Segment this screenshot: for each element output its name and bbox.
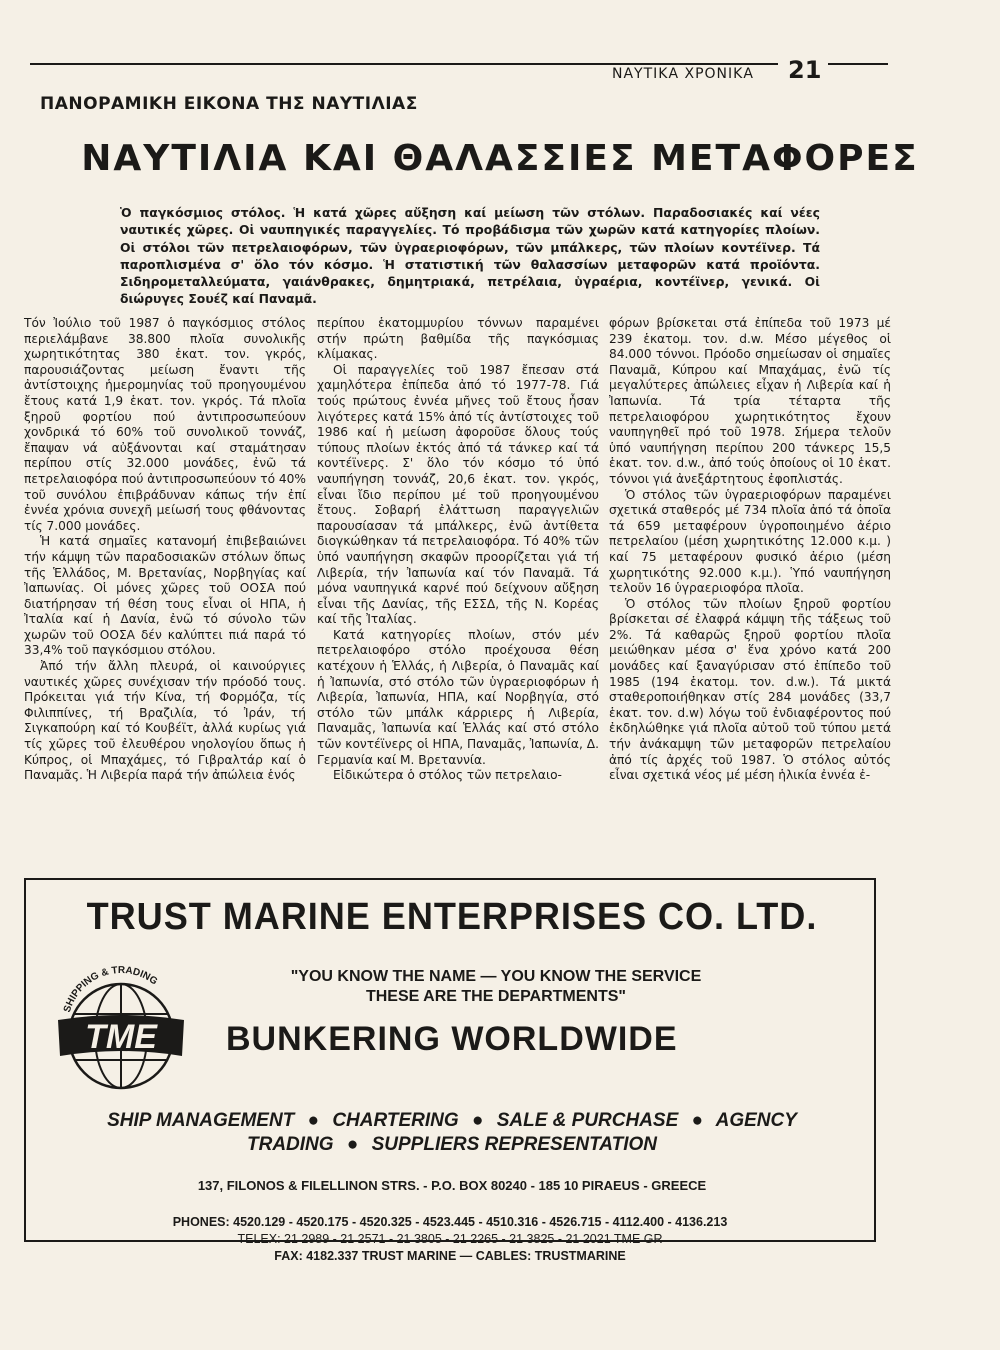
paragraph: φόρων βρίσκεται στά ἐπίπεδα τοῦ 1973 μέ 239 ἑκατομ. τον. d.w. Μέσο μέγεθος οἱ 84.000 τόννοι. Πρόοδο σημείωσαν οἱ σημαῖες Παναμᾶ, Κύπρου καί Μπαχάμας, ἐνῶ τίς μεγαλύτερες ἀπώλειες εἶχαν ἡ Λιβερία καί ἡ Ἰαπωνία. Τά τρία τέταρτα τῆς πετρελαιοφόρου χωρητικότητος ἔχουν ναυπηγηθεῖ πρό τοῦ 1978. Σήμερα τελοῦν ὑπό ναυπήγηση περίπου 200 τάνκερς 15,5 ἑκατ. τον. d.w., ἀπό τούς ὁποίους οἱ 10 ἑκατ. τόννοι γιά ἀνεξάρτητους ἐφοπλιστάς.	[609, 316, 891, 486]
header-rule-right	[828, 63, 888, 65]
paragraph: Κατά κατηγορίες πλοίων, στόν μέν πετρελαιοφόρο στόλο προέχουσα θέση κατέχουν ἡ Ἑλλάς, ἡ Λιβερία, ὁ Παναμᾶς καί ἡ Ἰαπωνία, στό στόλο τῶν ὑγραεριοφόρων ἡ Λιβερία, Ἰαπωνία, ΗΠΑ, καί Νορβηγία, στό στόλο τῶν μπάλκ κάρριερς ἡ Λιβερία, Παναμᾶς, Ἰαπωνία καί Ἑλλάς καί στό στόλο τῶν κοντέϊνερς οἱ ΗΠΑ, Παναμᾶς, Ἰαπωνία, Δ. Γερμανία καί Μ. Βρεταννία.	[317, 627, 599, 767]
magazine-name: ΝΑΥΤΙΚΑ ΧΡΟΝΙΚΑ	[612, 66, 754, 82]
header-rule-left	[30, 63, 778, 65]
ad-company-name: TRUST MARINE ENTERPRISES CO. LTD.	[86, 896, 818, 938]
article-column-1	[24, 316, 306, 784]
ad-fax: FAX: 4182.337 TRUST MARINE — CABLES: TRUSTMARINE	[274, 1249, 626, 1263]
paragraph: Ἡ κατά σημαῖες κατανομή ἐπιβεβαιώνει τήν κάμψη τῶν παραδοσιακῶν στόλων ὅπως τῆς Ἑλλάδος, Μ. Βρετανίας, Νορβηγίας καί Ἰαπωνίας. Οἱ μόνες χῶρες τοῦ ΟΟΣΑ πού διατήρησαν τή θέση τους εἶναι οἱ ΗΠΑ, ἡ Ἰταλία καί ἡ Δανία, ἐνῶ τό σύνολο τῶν χωρῶν τοῦ ΟΟΣΑ δέν καλύπτει πιά παρά τό 33,4% τοῦ παγκόσμιου στόλου.	[24, 534, 306, 658]
page-number: 21	[788, 56, 822, 84]
service-item: SHIP MANAGEMENT	[107, 1110, 295, 1131]
service-item: SUPPLIERS REPRESENTATION	[371, 1134, 657, 1155]
article-column-3	[609, 316, 891, 784]
tme-ring-text: SHIPPING & TRADING	[61, 964, 160, 1014]
ad-phones: PHONES: 4520.129 - 4520.175 - 4520.325 - 4523.445 - 4510.316 - 4526.715 - 4112.400 - 4136.213	[172, 1215, 728, 1229]
paragraph: Ἀπό τήν ἄλλη πλευρά, οἱ καινούργιες ναυτικές χῶρες συνέχισαν τήν πρόοδό τους. Πρόκειται γιά τήν Κίνα, τή Φορμόζα, τίς Φιλιππίνες, τή Βραζιλία, τό Ἰράν, τή Σιγκαπούρη καί τό Κουβέϊτ, ἀλλά κυρίως γιά τίς χῶρες τοῦ ἐλευθέρου νηολογίου ὅπως ἡ Κύπρος, οἱ Μπαχάμες, τό Γιβραλτάρ καί ὁ Παναμᾶς. Ἡ Λιβερία παρά τήν ἀπώλεια ἑνός	[24, 659, 306, 783]
ad-slogan-line-1: "YOU KNOW THE NAME — YOU KNOW THE SERVICE	[290, 968, 702, 985]
service-item: SALE & PURCHASE	[496, 1110, 679, 1131]
bullet-icon: ●	[307, 1110, 320, 1131]
tme-logo-text: TME	[85, 1018, 157, 1056]
bullet-icon: ●	[691, 1110, 704, 1131]
ad-address: 137, FILONOS & FILELLINON STRS. - P.O. BOX 80240 - 185 10 PIRAEUS - GREECE	[197, 1178, 707, 1193]
ad-contact-area	[24, 878, 876, 1338]
paragraph: Ὁ στόλος τῶν πλοίων ξηροῦ φορτίου βρίσκεται σέ ἐλαφρά κάμψη τῆς τάξεως τοῦ 2%. Τά καθαρῶς ξηροῦ φορτίου πλοῖα μειώθηκαν μέσα σ' ἕνα χρόνο κατά 200 μονάδες καί ξαναγύρισαν στό ἐπίπεδο τοῦ 1985 (194 ἑκατομ. τον. d.w.). Τά μικτά σταθεροποιήθηκαν στίς 284 μονάδες (33,7 ἑκατ. τον. d.w) λόγω τοῦ ἐνδιαφέροντος πού ἐκδηλώθηκε γιά πλοῖα αὐτοῦ τοῦ τύπου μετά τήν ἀνάκαμψη τῶν μεταφορῶν πετρελαίου ἀπό τίς ἀρχές τοῦ 1987. Ὁ στόλος αὐτός εἶναι σχετικά νέος μέ μέση ἡλικία ἐννέα ἐ-	[609, 596, 891, 783]
paragraph: Ὁ στόλος τῶν ὑγραεριοφόρων παραμένει σχετικά σταθερός μέ 734 πλοῖα ἀπό τά ὁποῖα τά 659 μεταφέρουν ὑγροποιημένο ἀέριο πετρελαίου (μέση χωρητικότης 12.000 κ.μ. ) καί 75 μεταφέρουν φυσικό ἀέριο (μέση χωρητικότης 92.000 κ.μ.). Ὑπό ναυπήγηση τελοῦν 16 ὑγραεριοφόρα πλοῖα.	[609, 487, 891, 596]
bullet-icon: ●	[471, 1110, 484, 1131]
bullet-icon: ●	[346, 1134, 359, 1155]
ad-telex: TELEX: 21 2989 - 21 2571 - 21 3805 - 21 2265 - 21 3825 - 21 2021 TME GR	[237, 1232, 663, 1246]
ad-headline: BUNKERING WORLDWIDE	[226, 1020, 678, 1058]
article-summary: Ὁ παγκόσμιος στόλος. Ἡ κατά χῶρες αὔξηση καί μείωση τῶν στόλων. Παραδοσιακές καί νέες ναυτικές χῶρες. Οἱ ναυπηγικές παραγγελίες. Τό προβάδισμα τῶν χωρῶν κατά κατηγορίες πλοίων. Οἱ στόλοι τῶν πετρελαιοφόρων, τῶν ὑγραεριοφόρων, τῶν μπάλκερς, τῶν πλοίων κοντέϊνερ. Τά παροπλισμένα σ' ὅλο τόν κόσμο. Ἡ στατιστική τῶν θαλασσίων μεταφορῶν κατά προϊόντα. Σιδηρομεταλλεύματα, γαιάνθρακες, δημητριακά, πετρέλαια, ὑγραέρια, κοντέϊνερ, γενικά. Οἱ διώρυγες Σουέζ καί Παναμᾶ.	[120, 205, 820, 307]
article-title: ΝΑΥΤΙΛΙΑ ΚΑΙ ΘΑΛΑΣΣΙΕΣ ΜΕΤΑΦΟΡΕΣ	[81, 138, 919, 179]
service-item: TRADING	[247, 1134, 334, 1155]
paragraph: Τόν Ἰούλιο τοῦ 1987 ὁ παγκόσμιος στόλος περιελάμβανε 38.800 πλοῖα συνολικῆς χωρητικότητας 380 ἑκατ. τον. γκρός, παρουσιάζοντας μείωση ἔναντι τῆς ἀντίστοιχης ἡμερομηνίας τοῦ προηγουμένου ἔτους κατά 1,9 ἑκατ. τον. γκρός. Τά πλοῖα ξηροῦ φορτίου πού ἀντιπροσωπεύουν χονδρικά τό 60% τοῦ συνολικοῦ τοννάζ, ἔπαψαν νά αὐξάνονται καί σταμάτησαν περίπου στίς 32.000 μονάδες, ἐνῶ τά πετρελαιοφόρα πού ἀντιπροσωπεύουν τό 40% τοῦ συνόλου ἐπιβράδυναν κάπως τήν ἐπί ἐννέα χρόνια συνεχῆ μείωσή τους φθάνοντας τίς 7.000 μονάδες.	[24, 316, 306, 533]
article-column-2	[317, 316, 599, 784]
section-title: ΠΑΝΟΡΑΜΙΚΗ ΕΙΚΟΝΑ ΤΗΣ ΝΑΥΤΙΛΙΑΣ	[40, 94, 418, 114]
paragraph: Οἱ παραγγελίες τοῦ 1987 ἔπεσαν στά χαμηλότερα ἐπίπεδα ἀπό τό 1977-78. Γιά τούς πρώτους ἐννέα μῆνες τοῦ ἔτους ἦσαν λιγότερες κατά 15% ἀπό τίς ἀντίστοιχες τοῦ 1986 καί ἡ μείωση ἀφοροῦσε ὅλους τούς τύπους πλοίων ἐκτός ἀπό τά τάνκερ καί τά κοντέϊνερς. Σ' ὅλο τόν κόσμο τό ὑπό ναυπήγηση τοννάζ, 20,6 ἑκατ. τον. γκρός, εἶναι ἴδιο περίπου μέ τοῦ προηγουμένου ἔτους. Σοβαρή ἐλάττωση παραγγελιῶν παρουσίασαν τά μπάλκερς, ἐνῶ ἀντίθετα διογκώθηκαν τά πετρελαιοφόρα. Τό 40% τῶν ὑπό ναυπήγηση σκαφῶν προορίζεται γιά τή Λιβερία, τήν Ἰαπωνία καί τόν Παναμᾶ. Τά μόνα ναυπηγικά καρνέ πού δείχνουν αὔξηση εἶναι τῆς Δανίας, τῆς ΕΣΣΔ, τῆς Ν. Κορέας καί τῆς Ἰταλίας.	[317, 362, 599, 627]
service-item: CHARTERING	[332, 1110, 459, 1131]
paragraph: Εἰδικώτερα ὁ στόλος τῶν πετρελαιο-	[333, 768, 562, 783]
service-item: AGENCY	[715, 1110, 797, 1131]
paragraph: περίπου ἑκατομμυρίου τόννων παραμένει στήν πρώτη βαθμίδα τῆς παγκόσμιας κλίμακας.	[317, 316, 599, 362]
ad-slogan-line-2: THESE ARE THE DEPARTMENTS"	[365, 988, 627, 1005]
